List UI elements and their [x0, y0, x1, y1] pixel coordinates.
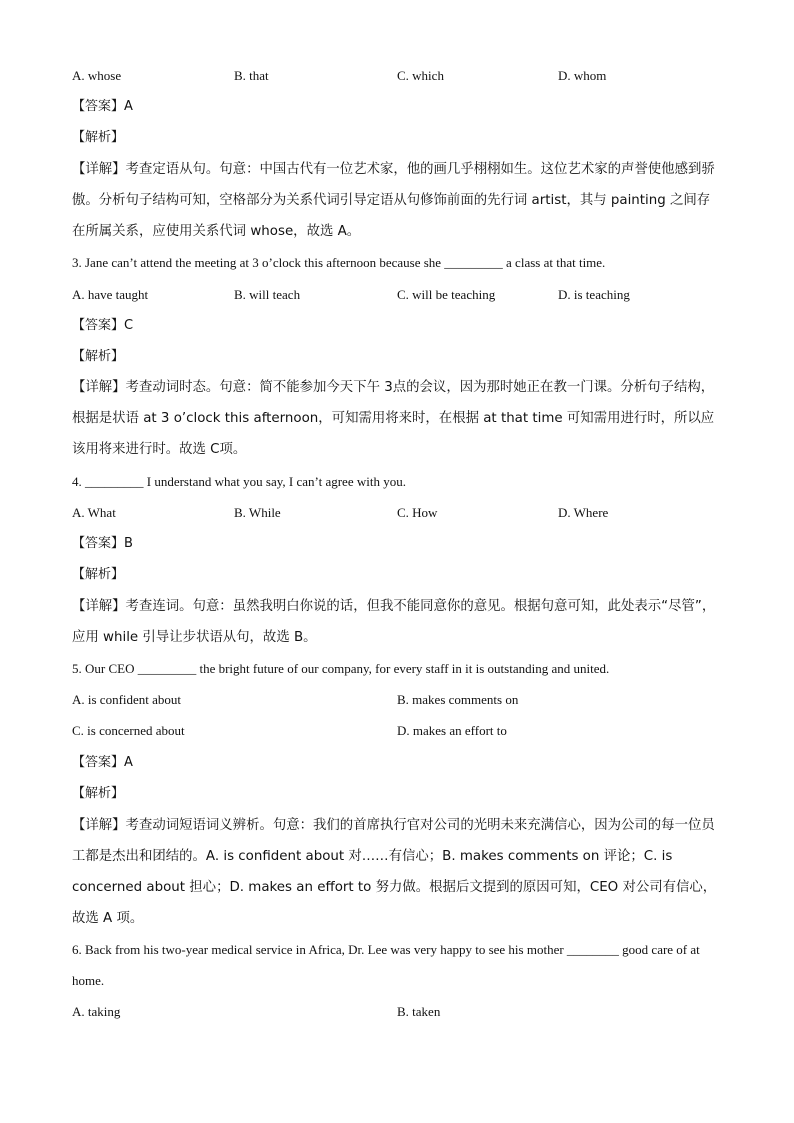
q6-option-b: B. taken [397, 1004, 441, 1019]
q5-analysis-label: 【解析】 [72, 786, 125, 801]
q4-detail: 【详解】考查连词。句意：虽然我明白你说的话，但我不能同意你的意见。根据句意可知，此处表示“尽管”，应用 while 引导让步状语从句，故选 B。 [72, 599, 716, 645]
q4-option-c: C. How [397, 505, 438, 520]
q4-analysis-label: 【解析】 [72, 567, 125, 582]
q5-detail: 【详解】考查动词短语词义辨析。句意：我们的首席执行官对公司的光明未来充满信心，因为公司的每一位员工都是杰出和团结的。A. is confident about 对……有信心；B. makes comments on 评论；C. is concerned about 担心；D. makes an effort to 努力做。根据后文提到的原因可知，CEO 对公司有信心，故选 A 项。 [72, 818, 717, 926]
q3-detail: 【详解】考查动词时态。句意：简不能参加今天下午 3点的会议，因为那时她正在教一门课。分析句子结构，根据是状语 at 3 o’clock this afternoon，可知需用将来时，在根据 at that time 可知需用进行时，所以应该用将来进行时。故选 C项。 [72, 380, 715, 457]
q2-detail: 【详解】考查定语从句。句意：中国古代有一位艺术家，他的画几乎栩栩如生。这位艺术家的声誉使他感到骄傲。分析句子结构可知，空格部分为关系代词引导定语从句修饰前面的先行词 artist，其与 painting 之间存在所属关系，应使用关系代词 whose，故选 A。 [72, 162, 715, 239]
q5-option-d: D. makes an effort to [397, 723, 507, 738]
q5-option-b: B. makes comments on [397, 692, 519, 707]
q2-option-c: C. which [397, 68, 444, 83]
q4-option-a: A. What [72, 505, 116, 520]
q4-answer: 【答案】B [72, 536, 133, 551]
q5-option-a: A. is confident about [72, 692, 182, 707]
q2-option-b: B. that [234, 68, 269, 83]
q6-option-a: A. taking [72, 1004, 121, 1019]
q5-question: 5. Our CEO _________ the bright future of our company, for every staff in it is outstanding and united. [72, 661, 610, 676]
q4-question: 4. _________ I understand what you say, I can’t agree with you. [72, 474, 406, 489]
q3-option-b: B. will teach [234, 287, 301, 302]
q5-answer: 【答案】A [72, 755, 133, 770]
q3-question: 3. Jane can’t attend the meeting at 3 o’clock this afternoon because she _________ a class at that time. [72, 255, 606, 270]
q6-question: 6. Back from his two-year medical service in Africa, Dr. Lee was very happy to see his mother ________ good care of at home. [72, 942, 700, 988]
q5-option-c: C. is concerned about [72, 723, 185, 738]
q2-option-a: A. whose [72, 68, 122, 83]
q2-answer: 【答案】A [72, 99, 133, 114]
q3-analysis-label: 【解析】 [72, 349, 125, 364]
q3-answer: 【答案】C [72, 318, 134, 333]
q3-option-a: A. have taught [72, 287, 149, 302]
q4-option-d: D. Where [558, 505, 609, 520]
q3-option-c: C. will be teaching [397, 287, 496, 302]
q4-option-b: B. While [234, 505, 281, 520]
q2-analysis-label: 【解析】 [72, 130, 125, 145]
q3-option-d: D. is teaching [558, 287, 630, 302]
q2-option-d: D. whom [558, 68, 607, 83]
